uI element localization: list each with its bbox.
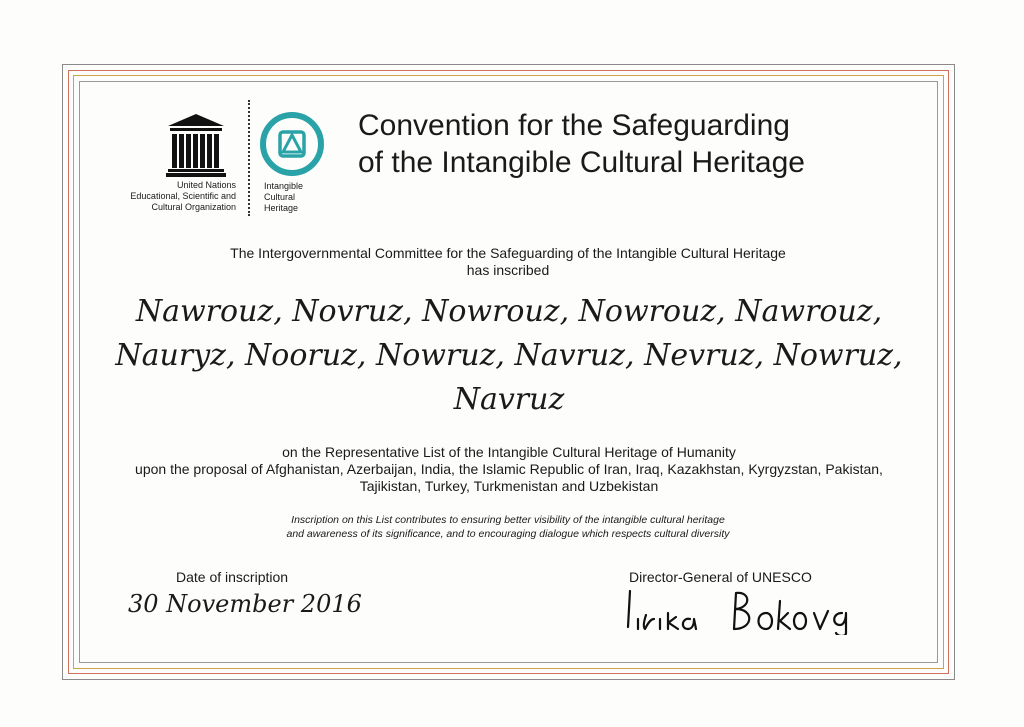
ich-emblem-icon <box>260 112 324 176</box>
note-line: Inscription on this List contributes to ensuring better visibility of the intangible cultural heritage <box>291 514 725 526</box>
element-names-line: Nawrouz, Novruz, Nowrouz, Nowrouz, Nawrouz, <box>135 294 883 329</box>
director-label: Director-General of UNESCO <box>629 569 812 585</box>
date-value: 30 November 2016 <box>128 590 362 618</box>
inscription-text <box>84 444 934 495</box>
unesco-caption-line: Cultural Organization <box>151 202 236 212</box>
inscription-line: on the Representative List of the Intangible Cultural Heritage of Humanity <box>282 444 736 460</box>
convention-title <box>358 107 918 181</box>
unesco-temple-icon <box>166 112 226 178</box>
committee-line: has inscribed <box>466 262 550 278</box>
ich-caption-line: Intangible <box>264 181 304 191</box>
unesco-caption <box>106 180 236 213</box>
ich-caption-line: Cultural <box>264 192 296 202</box>
committee-statement <box>100 245 916 279</box>
inscription-line: Tajikistan, Turkey, Turkmenistan and Uzbekistan <box>359 478 659 494</box>
logo-divider <box>248 100 250 216</box>
note-line: and awareness of its significance, and to encouraging dialogue which respects cultural diversity <box>286 528 730 540</box>
unesco-caption-line: United Nations <box>176 180 236 190</box>
ich-caption-line: Heritage <box>264 203 299 213</box>
title-line: Convention for the Safeguarding <box>358 109 790 142</box>
element-names-line: Navruz <box>453 382 565 417</box>
element-names-line: Nauryz, Nooruz, Nowruz, Navruz, Nevruz, Nowruz, <box>115 338 903 373</box>
element-names <box>84 290 934 422</box>
inscription-line: upon the proposal of Afghanistan, Azerbaijan, India, the Islamic Republic of Iran, Iraq, Kazakhstan, Kyrgyzstan, Pakistan, <box>135 461 883 477</box>
committee-line: The Intergovernmental Committee for the Safeguarding of the Intangible Cultural Heritage <box>230 245 786 261</box>
unesco-caption-line: Educational, Scientific and <box>130 191 236 201</box>
director-signature <box>624 585 854 635</box>
title-line: of the Intangible Cultural Heritage <box>358 146 805 179</box>
inscription-note <box>150 513 866 541</box>
ich-caption <box>264 181 324 214</box>
date-label: Date of inscription <box>176 569 289 585</box>
